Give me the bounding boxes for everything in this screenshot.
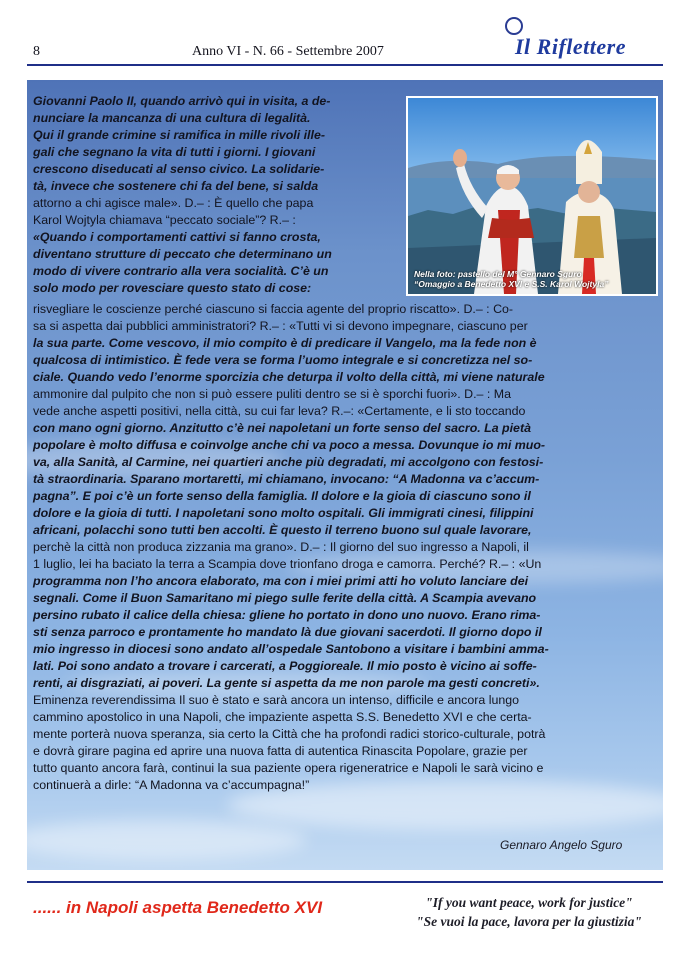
page-number: 8: [33, 44, 40, 59]
issue-info: Anno VI - N. 66 - Settembre 2007: [192, 44, 384, 59]
article-line: vede anche aspetti positivi, nella città, su cui far leva? R.–: «Certamente, e li sto toccando: [33, 404, 526, 418]
article-text-main: [33, 301, 657, 794]
article-line: Karol Wojtyla chiamava “peccato sociale”? R.– :: [33, 213, 296, 227]
article-signature: Gennaro Angelo Sguro: [500, 838, 623, 852]
article-line: ammonire dal pulpito che non si può essere puliti dentro se si è sporchi fuori». D.– : Ma: [33, 387, 511, 401]
article-line: renti, ai disgraziati, ai poveri. La gente si aspetta da me non parole ma gesti concreti».: [33, 676, 540, 690]
logo-circle-icon: [505, 17, 523, 35]
article-line: programma non l’ho ancora elaborato, ma con i miei primi atti ho voluto lanciare dei: [33, 574, 529, 588]
article-line: mio ingresso in diocesi sono andato all’ospedale Santobono a visitare i bambini amma-: [33, 642, 549, 656]
article-line: la sua parte. Come vescovo, il mio compito è di predicare il Vangelo, ma la fede non è: [33, 336, 537, 350]
article-line: risvegliare le coscienze perché ciascuno si faccia agente del proprio riscatto». D.– : Co-: [33, 302, 514, 316]
caption-line-1: Nella foto: pastello del M° Gennaro Sguro: [414, 269, 582, 279]
article-text-beside-photo: [33, 93, 403, 297]
article-line: «Quando i comportamenti cattivi si fanno crosta,: [33, 230, 321, 244]
article-line: gali che segnano la vita di tutti i giorni. I giovani: [33, 145, 316, 159]
article-line: con mano ogni giorno. Anzitutto c’è nei napoletani un forte senso del sacro. La pietà: [33, 421, 531, 435]
article-line: popolare è molto diffusa e coinvolge anche chi va poco a messa. Dovunque io mi muo-: [33, 438, 546, 452]
article-line: africani, polacchi sono tutti ben accolti. È questo il terreno buono sul quale lavorare,: [33, 523, 532, 537]
footer-quotes: [395, 893, 663, 931]
article-line: attorno a chi agisce male». D.– : È quello che papa: [33, 196, 314, 210]
footer-quote-italian: "Se vuoi la pace, lavora per la giustizia": [416, 914, 642, 929]
article-line: qualcosa di intimistico. È fede vera se forma l’uomo integrale e si concretizza nel so-: [33, 353, 533, 367]
article-line: lati. Poi sono andato a trovare i carcerati, a Poggioreale. Il mio posto è vicino ai soffe-: [33, 659, 537, 673]
article-line: modo di vivere contrario alla vera socialità. C’è un: [33, 264, 329, 278]
article-line: Eminenza reverendissima Il suo è stato e sarà ancora un intenso, difficile e ancora lungo: [33, 693, 520, 707]
footer-quote-english: "If you want peace, work for justice": [425, 895, 633, 910]
article-line: sti senza parroco e prontamente ho mandato là due giovani sacerdoti. Il giorno dopo il: [33, 625, 542, 639]
article-line: va, alla Sanità, al Carmine, nei quartieri anche più degradati, mi accolgono con festosi-: [33, 455, 544, 469]
article-line: cammino apostolico in una Napoli, che impaziente aspetta S.S. Benedetto XVI e che certa-: [33, 710, 532, 724]
article-line: e dovrà girare pagina ed aprire una nuova fatta di autentica Rinascita Popolare, grazie per: [33, 744, 528, 758]
article-line: pagna”. E poi c’è un forte senso della famiglia. Il dolore e la gioia di ciascuno sono il: [33, 489, 531, 503]
footer-divider: [27, 881, 663, 883]
article-line: nunciare la mancanza di una cultura di legalità.: [33, 111, 311, 125]
article-line: perchè la città non produca zizzania ma grano». D.– : Il giorno del suo ingresso a Napoli, il: [33, 540, 529, 554]
article-line: tà straordinaria. Sparano mortaretti, mi chiamano, invocano: “A Madonna va c’accum-: [33, 472, 540, 486]
article-line: mente porterà nuova speranza, sia certo la Città che ha profondi radici storico-culturale, potrà: [33, 727, 546, 741]
painting-illustration: [408, 98, 656, 294]
article-line: ciale. Quando vedo l’enorme sporcizia che deturpa il volto della città, mi viene naturale: [33, 370, 545, 384]
page-header: [0, 0, 689, 70]
article-line: Qui il grande crimine si ramifica in mille rivoli ille-: [33, 128, 325, 142]
article-line: segnali. Come il Buon Samaritano mi piego sulle ferite della città. A Scampia avevano: [33, 591, 537, 605]
article-line: diventano strutture di peccato che determinano un: [33, 247, 332, 261]
header-divider: [27, 64, 663, 66]
masthead-logo: [503, 14, 673, 58]
article-line: Giovanni Paolo II, quando arrivò qui in visita, a de-: [33, 94, 331, 108]
masthead-title: Il Riflettere: [515, 34, 626, 59]
caption-line-2: “Omaggio a Benedetto XVI e S.S. Karol Wojtyla”: [414, 279, 609, 289]
article-line: persino rubato il calice della chiesa: gliene ho portato in dono uno nuovo. Erano rima-: [33, 608, 541, 622]
article-line: tutto quanto ancora farà, continui la sua paziente opera rigeneratrice e Napoli le sarà vicino e: [33, 761, 544, 775]
article-line: dolore e la gioia di tutti. I napoletani sono molto ospitali. Gli immigrati cinesi, filippini: [33, 506, 534, 520]
article-line: tà, invece che sostenere chi fa del bene, si salda: [33, 179, 319, 193]
article-line: continuerà a dirle: “A Madonna va c’accumpagna!”: [33, 778, 310, 792]
photo-pope-portrait: [406, 96, 658, 296]
photo-caption: [414, 269, 654, 289]
article-line: solo modo per rovesciare questo stato di cose:: [33, 281, 312, 295]
article-line: crescono diseducati al senso civico. La solidarie-: [33, 162, 325, 176]
article-line: sa si aspetta dai pubblici amministratori? R.– : «Tutti vi si devono impegnare, ciascuno per: [33, 319, 528, 333]
article-line: 1 luglio, lei ha baciato la terra a Scampia dove trionfano droga e camorra. Perché? R.– : «Un: [33, 557, 542, 571]
footer-headline: ...... in Napoli aspetta Benedetto XVI: [33, 898, 323, 917]
